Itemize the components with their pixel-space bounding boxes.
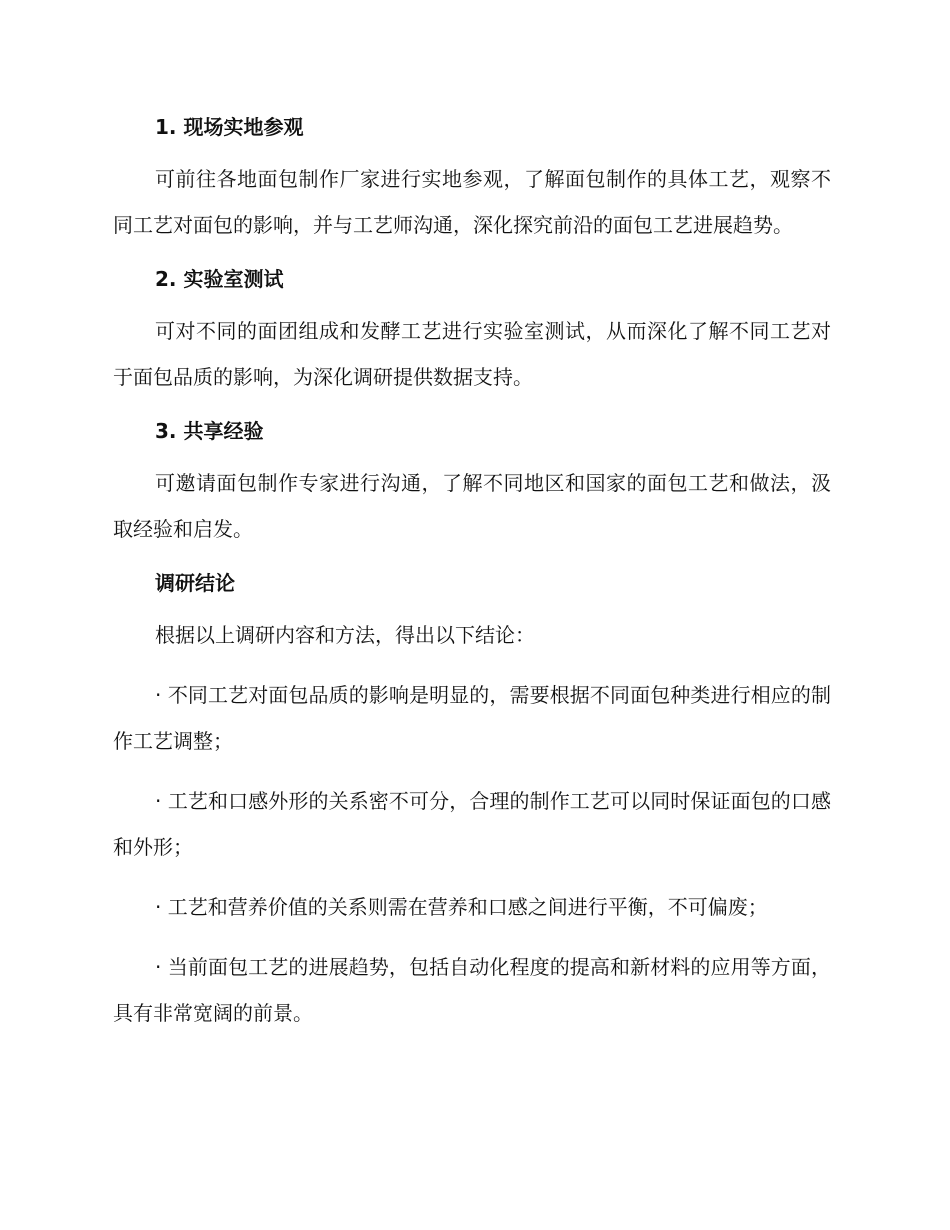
section-paragraph-lab-test: 可对不同的面团组成和发酵工艺进行实验室测试，从而深化了解不同工艺对于面包品质的影响，为深化调研提供数据支持。 — [113, 319, 831, 389]
section-heading-lab-test: 2. 实验室测试 — [155, 267, 284, 291]
conclusion-item: · 当前面包工艺的进展趋势，包括自动化程度的提高和新材料的应用等方面，具有非常宽阔的前景。 — [113, 955, 831, 1025]
section-paragraph-site-visit: 可前往各地面包制作厂家进行实地参观，了解面包制作的具体工艺，观察不同工艺对面包的影响，并与工艺师沟通，深化探究前沿的面包工艺进展趋势。 — [113, 167, 831, 237]
conclusion-item: · 不同工艺对面包品质的影响是明显的，需要根据不同面包种类进行相应的制作工艺调整； — [113, 683, 831, 753]
conclusion-item: · 工艺和营养价值的关系则需在营养和口感之间进行平衡，不可偏废； — [155, 895, 768, 919]
section-heading-shared-experience: 3. 共享经验 — [155, 419, 264, 443]
conclusion-item: · 工艺和口感外形的关系密不可分，合理的制作工艺可以同时保证面包的口感和外形； — [113, 789, 831, 859]
section-heading-site-visit: 1. 现场实地参观 — [155, 115, 304, 139]
section-paragraph-shared-experience: 可邀请面包制作专家进行沟通，了解不同地区和国家的面包工艺和做法，汲取经验和启发。 — [113, 471, 831, 541]
conclusion-heading: 调研结论 — [155, 571, 235, 595]
document-page — [113, 110, 831, 1050]
conclusion-intro: 根据以上调研内容和方法，得出以下结论： — [155, 623, 535, 647]
